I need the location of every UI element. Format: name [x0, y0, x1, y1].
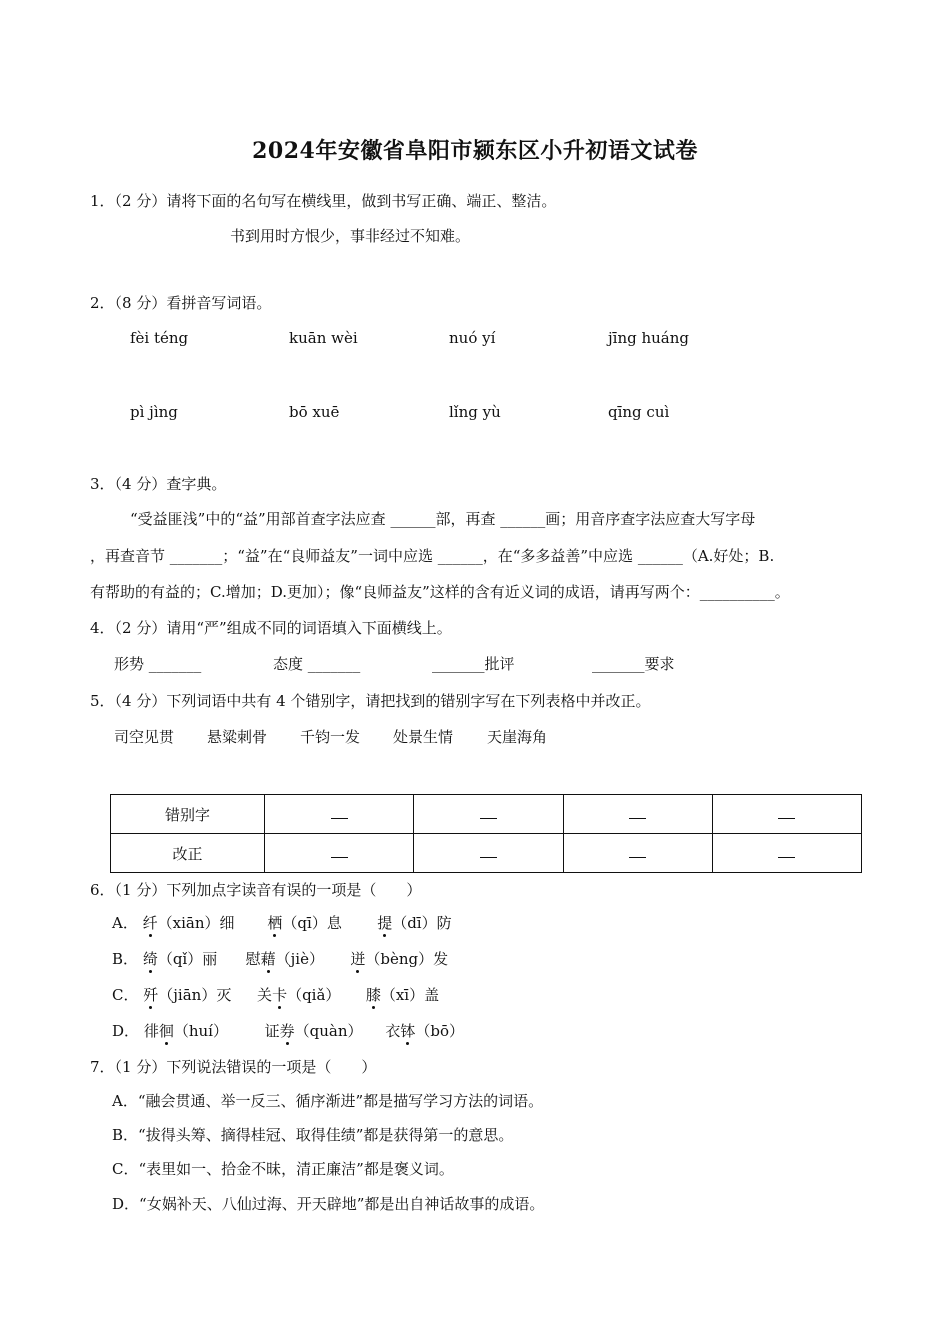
pinyin-item: lǐng yù	[449, 403, 501, 421]
q4-item: 态度 _______	[273, 655, 361, 673]
q1-quote: 书到用时方恨少，事非经过不知难。	[230, 227, 471, 245]
option-item: 膝（xī）盖	[365, 986, 440, 1004]
option-item: 歼（jiān）灭	[143, 986, 232, 1004]
q3-line: ，再查音节 _______；“益”在“良师益友”一词中应选 ______，在“多多益善”中应选 ______（A.好处；B.	[90, 547, 775, 565]
row-label: 错别字	[111, 795, 265, 834]
q6-stem: 6．（1 分）下列加点字读音有误的一项是（ ）	[90, 881, 422, 899]
option-item: 提（dī）防	[377, 914, 452, 932]
option-label: D．	[112, 1022, 140, 1040]
table-row	[111, 795, 862, 834]
q4-item: _______要求	[592, 655, 675, 673]
q3-stem: 3．（4 分）查字典。	[90, 475, 227, 493]
option-label: C．	[112, 986, 139, 1004]
q6-option-d	[112, 1020, 464, 1041]
option-item: 绮（qǐ）丽	[142, 950, 218, 968]
answer-cell[interactable]	[712, 795, 861, 834]
q4-stem: 4．（2 分）请用“严”组成不同的词语填入下面横线上。	[90, 619, 452, 637]
page-title: 2024年安徽省阜阳市颍东区小升初语文试卷	[252, 138, 698, 164]
q5-word: 司空见贯	[114, 728, 175, 746]
option-item: 纤（xiān）细	[142, 914, 235, 932]
q2-stem: 2．（8 分）看拼音写词语。	[90, 294, 272, 312]
pinyin-item: jīng huáng	[608, 329, 690, 347]
q3-line: 有帮助的有益的；C.增加；D.更加）；像“良师益友”这样的含有近义词的成语，请再写两个：__________。	[90, 583, 790, 601]
q7-option: D．“女娲补天、八仙过海、开天辟地”都是出自神话故事的成语。	[112, 1195, 545, 1213]
q5-word: 天崖海角	[487, 728, 548, 746]
option-item: 栖（qī）息	[267, 914, 342, 932]
pinyin-item: qīng cuì	[608, 403, 670, 421]
q5-word: 处景生情	[393, 728, 454, 746]
q5-word: 千钧一发	[300, 728, 361, 746]
pinyin-item: bō xuē	[289, 403, 340, 421]
q5-stem: 5．（4 分）下列词语中共有 4 个错别字，请把找到的错别字写在下列表格中并改正。	[90, 692, 651, 710]
q7-option: B．“拔得头筹、摘得桂冠、取得佳绩”都是获得第一的意思。	[112, 1126, 514, 1144]
answer-cell[interactable]	[712, 834, 861, 873]
row-label: 改正	[111, 834, 265, 873]
pinyin-item: kuān wèi	[289, 329, 358, 347]
answer-cell[interactable]	[265, 795, 414, 834]
option-label: A．	[112, 914, 138, 932]
q6-option-a	[112, 912, 452, 933]
option-item: 慰藉（jiè）	[245, 950, 324, 968]
q3-line: “受益匪浅”中的“益”用部首查字法应查 ______部，再查 ______画；用音序查字法应查大写字母	[130, 510, 756, 528]
correction-table	[110, 794, 862, 873]
q4-item: _______批评	[432, 655, 515, 673]
q7-option: C．“表里如一、拾金不昧，清正廉洁”都是褒义词。	[112, 1160, 454, 1178]
answer-cell[interactable]	[265, 834, 414, 873]
answer-cell[interactable]	[414, 795, 563, 834]
option-item: 徘徊（huí）	[143, 1022, 228, 1040]
pinyin-item: pì jìng	[130, 403, 178, 421]
option-label: B．	[112, 950, 139, 968]
table-row	[111, 834, 862, 873]
pinyin-item: fèi téng	[130, 329, 189, 347]
q1-stem: 1．（2 分）请将下面的名句写在横线里，做到书写正确、端正、整洁。	[90, 192, 557, 210]
answer-cell[interactable]	[414, 834, 563, 873]
q7-option: A．“融会贯通、举一反三、循序渐进”都是描写学习方法的词语。	[112, 1092, 544, 1110]
answer-cell[interactable]	[563, 795, 712, 834]
q6-option-c	[112, 984, 439, 1005]
option-item: 关卡（qiǎ）	[257, 986, 341, 1004]
q4-item: 形势 _______	[114, 655, 202, 673]
option-item: 迸（bèng）发	[350, 950, 449, 968]
option-item: 证券（quàn）	[264, 1022, 363, 1040]
answer-cell[interactable]	[563, 834, 712, 873]
option-item: 衣钵（bō）	[385, 1022, 465, 1040]
pinyin-item: nuó yí	[449, 329, 496, 347]
q6-option-b	[112, 948, 448, 969]
q7-stem: 7．（1 分）下列说法错误的一项是（ ）	[90, 1058, 377, 1076]
q5-word: 悬粱刺骨	[207, 728, 268, 746]
